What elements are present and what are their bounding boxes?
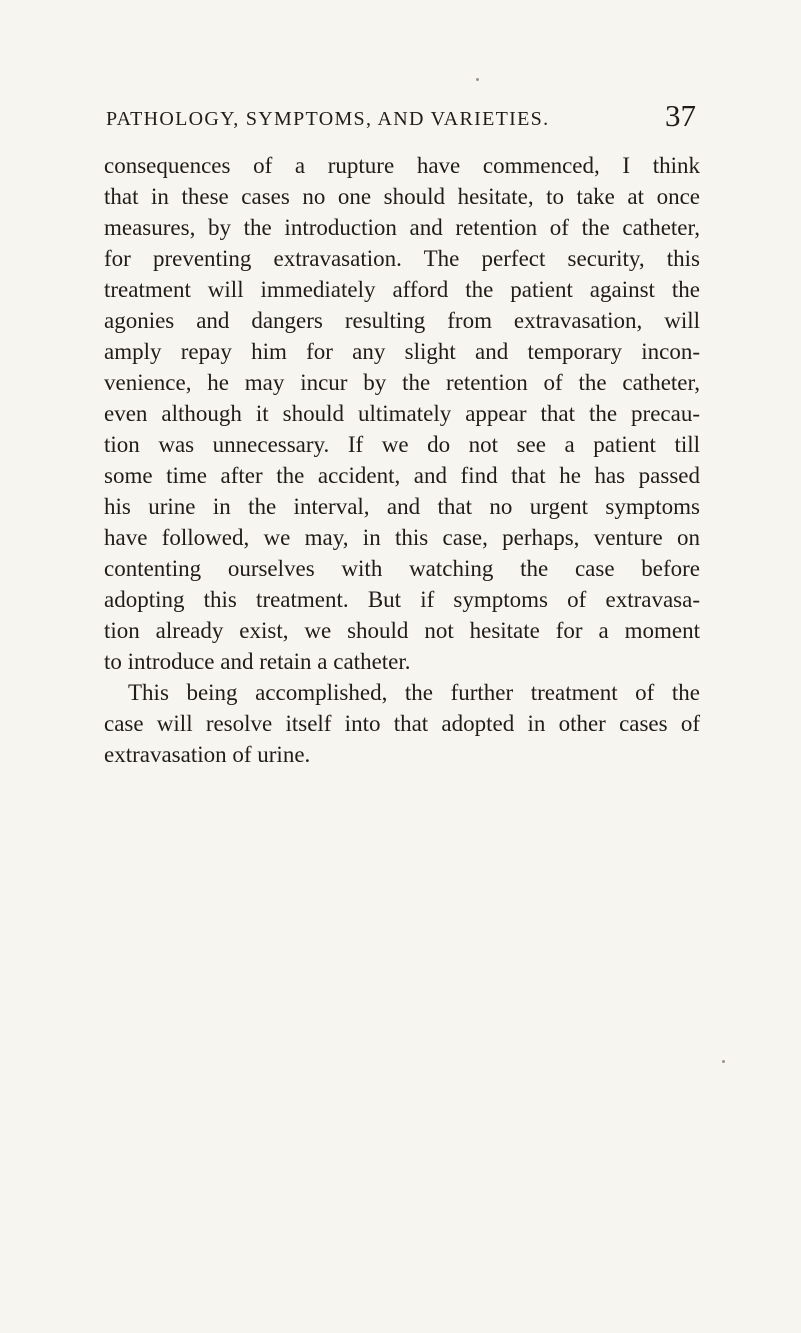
text-line: case will resolve itself into that adopted in other cases of [104, 711, 700, 736]
text-line: adopting this treatment. But if symptoms of extravasa- [104, 587, 700, 612]
paper-speck [722, 1060, 725, 1063]
text-line: treatment will immediately afford the patient against the [104, 277, 700, 302]
text-line: agonies and dangers resulting from extravasation, will [104, 308, 700, 333]
text-line: amply repay him for any slight and temporary incon- [104, 339, 700, 364]
text-line: some time after the accident, and find that he has passed [104, 463, 700, 488]
running-title: PATHOLOGY, SYMPTOMS, AND VARIETIES. [106, 108, 550, 130]
text-line: consequences of a rupture have commenced, I think [104, 153, 700, 178]
text-line: tion was unnecessary. If we do not see a patient till [104, 432, 700, 457]
paragraph [104, 150, 700, 677]
text-line: contenting ourselves with watching the case before [104, 556, 700, 581]
text-line: venience, he may incur by the retention of the catheter, [104, 370, 700, 395]
text-line: even although it should ultimately appear that the precau- [104, 401, 700, 426]
page-number: 37 [665, 98, 696, 133]
text-line: extravasation of urine. [104, 742, 311, 767]
paragraph [104, 677, 700, 770]
text-line: his urine in the interval, and that no urgent symptoms [104, 494, 700, 519]
text-line: measures, by the introduction and retention of the catheter, [104, 215, 700, 240]
body-text [104, 150, 700, 770]
paper-speck [476, 78, 479, 81]
text-line: This being accomplished, the further treatment of the [128, 680, 700, 705]
text-line: for preventing extravasation. The perfect security, this [104, 246, 700, 271]
text-line: have followed, we may, in this case, perhaps, venture on [104, 525, 700, 550]
text-line: that in these cases no one should hesitate, to take at once [104, 184, 700, 209]
running-head [106, 100, 696, 144]
text-line: to introduce and retain a catheter. [104, 649, 411, 674]
text-line: tion already exist, we should not hesitate for a moment [104, 618, 700, 643]
